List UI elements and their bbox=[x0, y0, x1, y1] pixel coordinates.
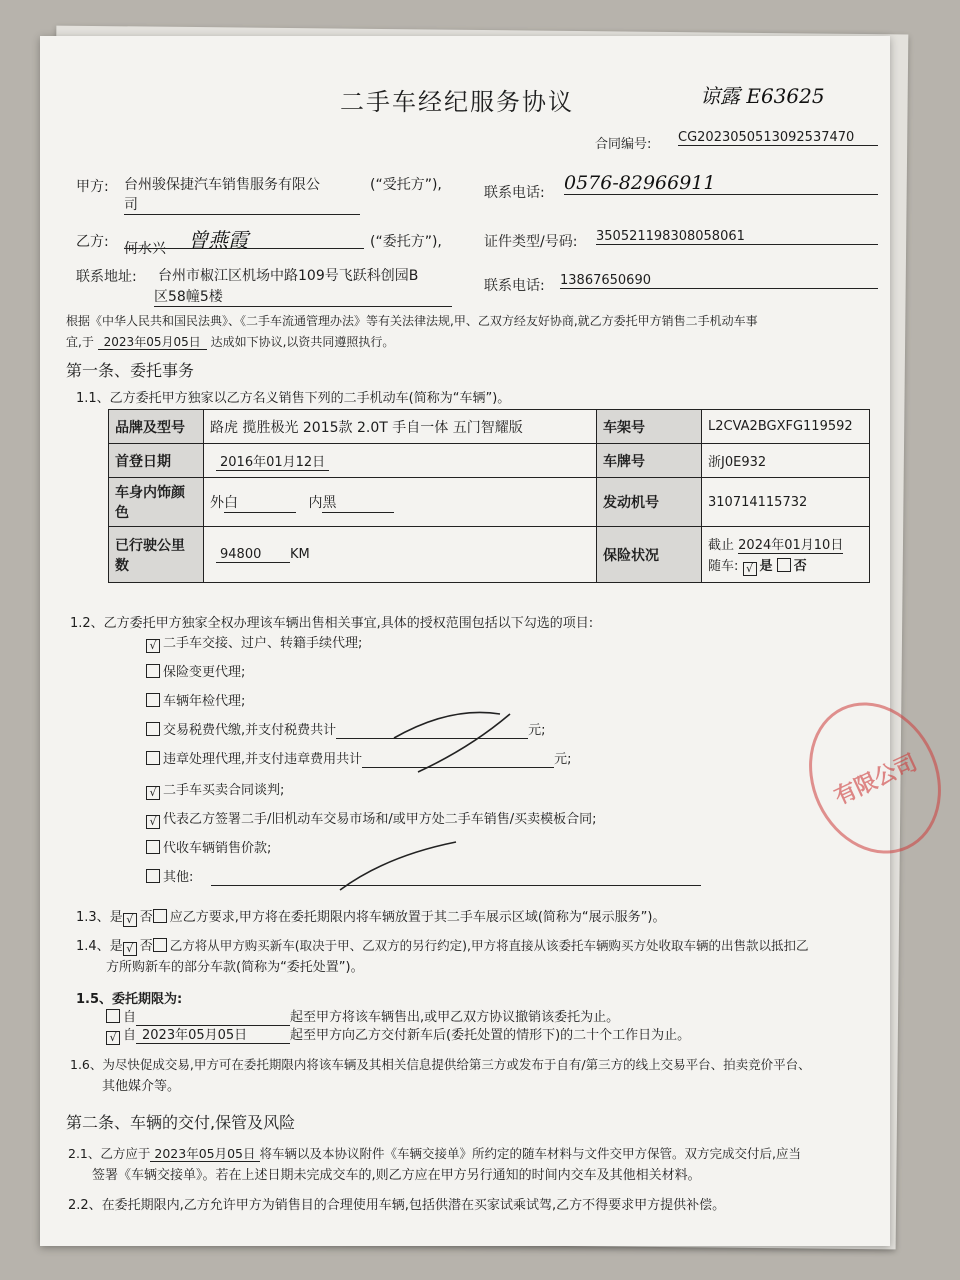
strike-scribble-1 bbox=[390, 708, 520, 778]
address-line1: 台州市椒江区机场中路109号飞跃科创园B bbox=[158, 268, 419, 284]
stamp-text: 有限公司 bbox=[830, 749, 922, 810]
party-b-phone: 13867650690 bbox=[560, 273, 878, 289]
mileage-value: 94800 bbox=[216, 547, 290, 563]
clause-1-4-no-checkbox[interactable] bbox=[153, 938, 167, 952]
term-checkbox-2[interactable]: √ bbox=[106, 1031, 120, 1045]
auth-checkbox-5[interactable] bbox=[146, 751, 160, 765]
auth-checkbox-8[interactable] bbox=[146, 840, 160, 854]
vin-label: 车架号 bbox=[597, 410, 702, 444]
intro-line2 bbox=[66, 333, 394, 350]
party-a-phone: 0576-82966911 bbox=[564, 172, 878, 195]
exterior-prefix: 外 bbox=[210, 494, 224, 511]
term-row-1-prefix: 自 bbox=[123, 1010, 137, 1025]
intro-date: 2023年05月05日 bbox=[98, 335, 207, 350]
party-b-phone-label: 联系电话: bbox=[484, 278, 545, 294]
clause-1-4-no-label: 否 bbox=[139, 939, 153, 954]
insurance-label: 保险状况 bbox=[597, 527, 702, 583]
clause-1-2-intro: 1.2、乙方委托甲方独家全权办理该车辆出售相关事宜,具体的授权范围包括以下勾选的项目: bbox=[70, 616, 594, 631]
clause-1-5-title: 1.5、委托期限为: bbox=[76, 992, 183, 1007]
clause-2-1-line1 bbox=[68, 1144, 801, 1162]
term-row-2-text: 起至甲方向乙方交付新车后(委托处置的情形下)的二十个工作日为止。 bbox=[290, 1028, 691, 1043]
auth-item-1-text: 二手车交接、过户、转籍手续代理; bbox=[163, 636, 363, 651]
clause-2-2: 2.2、在委托期限内,乙方允许甲方为销售目的合理使用车辆,包括供潜在买家试乘试驾,乙方不得要求甲方提供补偿。 bbox=[68, 1198, 726, 1213]
interior-prefix: 内 bbox=[308, 494, 323, 511]
auth-item-2 bbox=[146, 661, 245, 680]
mileage-cell bbox=[204, 527, 597, 583]
interior-color: 黑 bbox=[322, 492, 394, 513]
term-row-2 bbox=[106, 1024, 690, 1045]
auth-item-9-text: 其他: bbox=[163, 870, 194, 885]
auth-item-6 bbox=[146, 779, 284, 800]
clause-1-4-yes-label: 是 bbox=[109, 939, 123, 954]
clause-1-3-no-checkbox[interactable] bbox=[153, 909, 167, 923]
insurance-yes-checkbox[interactable]: √ bbox=[743, 562, 757, 576]
auth-item-5-suffix: 元; bbox=[554, 752, 572, 767]
handwritten-note: 谅露 E63625 bbox=[700, 84, 825, 108]
exterior-color: 白 bbox=[224, 492, 296, 513]
clause-1-4-line2: 方所购新车的部分车款(简称为“委托处置”)。 bbox=[106, 960, 364, 975]
plate-value: 浙J0E932 bbox=[702, 444, 870, 478]
auth-item-3 bbox=[146, 690, 245, 709]
auth-item-5-text: 违章处理代理,并支付违章费用共计 bbox=[163, 752, 363, 767]
clause-2-1-text: 将车辆以及本协议附件《车辆交接单》所约定的随车材料与文件交甲方保管。双方完成交付后,应当 bbox=[259, 1146, 801, 1161]
party-b-name-line bbox=[124, 228, 364, 257]
auth-item-7-text: 代表乙方签署二手/旧机动车交易市场和/或甲方处二手车销售/买卖模板合同; bbox=[163, 812, 597, 827]
insurance-until-date: 2024年01月10日 bbox=[738, 537, 844, 553]
party-b-role: (“委托方”), bbox=[370, 234, 442, 250]
auth-item-4-text: 交易税费代缴,并支付税费共计 bbox=[163, 723, 337, 738]
clause-2-1-prefix: 2.1、乙方应于 bbox=[68, 1146, 151, 1161]
party-b-name: 何水兴 bbox=[124, 241, 166, 257]
mileage-unit: KM bbox=[290, 546, 310, 562]
section2-title: 第二条、车辆的交付,保管及风险 bbox=[66, 1113, 296, 1132]
term-row-2-date: 2023年05月05日 bbox=[136, 1024, 290, 1044]
plate-label: 车牌号 bbox=[597, 444, 702, 478]
auth-item-3-text: 车辆年检代理; bbox=[163, 694, 246, 709]
auth-checkbox-6[interactable]: √ bbox=[146, 786, 160, 800]
party-b-name-handwritten: 曾燕霞 bbox=[188, 228, 249, 252]
clause-1-6-line1: 1.6、为尽快促成交易,甲方可在委托期限内将该车辆及其相关信息提供给第三方或发布于自有/第三方的线上交易平台、拍卖竞价平台、 bbox=[70, 1057, 811, 1072]
clause-1-3-yes-checkbox[interactable]: √ bbox=[123, 913, 137, 927]
brand-value: 路虎 揽胜极光 2015款 2.0T 手自一体 五门智耀版 bbox=[204, 410, 597, 444]
clause-1-4-line1: 乙方将从甲方购买新车(取决于甲、乙双方的另行约定),甲方将直接从该委托车辆购买方处收取车辆的出售款以抵扣乙 bbox=[169, 938, 809, 953]
engine-label: 发动机号 bbox=[597, 478, 702, 527]
auth-item-1 bbox=[146, 632, 362, 653]
auth-item-8-text: 代收车辆销售价款; bbox=[163, 841, 272, 856]
auth-item-2-text: 保险变更代理; bbox=[163, 665, 246, 680]
auth-checkbox-3[interactable] bbox=[146, 693, 160, 707]
party-a-name-line2: 司 bbox=[124, 194, 360, 215]
address-line2: 区58幢5楼 bbox=[154, 286, 452, 307]
insurance-until-prefix: 截止 bbox=[708, 537, 735, 553]
with-car-label: 随车: bbox=[708, 558, 739, 574]
clause-1-3-text: 应乙方要求,甲方将在委托期限内将车辆放置于其二手车展示区域(简称为“展示服务”)。 bbox=[169, 910, 666, 925]
color-cell bbox=[204, 478, 597, 527]
auth-item-7 bbox=[146, 808, 597, 829]
contract-sheet bbox=[40, 36, 890, 1246]
party-b-label: 乙方: bbox=[76, 234, 109, 250]
auth-checkbox-4[interactable] bbox=[146, 722, 160, 736]
clause-1-4-num: 1.4、 bbox=[76, 939, 110, 954]
clause-1-1: 1.1、乙方委托甲方独家以乙方名义销售下列的二手机动车(简称为“车辆”)。 bbox=[76, 391, 511, 406]
strike-scribble-2 bbox=[336, 836, 466, 896]
intro-prefix: 宜,于 bbox=[66, 335, 94, 349]
auth-checkbox-7[interactable]: √ bbox=[146, 815, 160, 829]
vehicle-table bbox=[108, 409, 870, 583]
auth-checkbox-9[interactable] bbox=[146, 869, 160, 883]
auth-item-6-text: 二手车买卖合同谈判; bbox=[163, 783, 285, 798]
reg-date-value: 2016年01月12日 bbox=[216, 455, 329, 471]
auth-item-4-suffix: 元; bbox=[528, 723, 546, 738]
mileage-label: 已行驶公里数 bbox=[109, 527, 204, 583]
auth-checkbox-2[interactable] bbox=[146, 664, 160, 678]
term-row-2-prefix: 自 bbox=[123, 1028, 137, 1043]
clause-1-6-line2: 其他媒介等。 bbox=[102, 1079, 181, 1094]
party-a-role: (“受托方”), bbox=[370, 177, 442, 193]
clause-2-1-date: 2023年05月05日 bbox=[150, 1146, 259, 1162]
clause-1-4 bbox=[76, 935, 808, 956]
intro-line1: 根据《中华人民共和国民法典》、《二手车流通管理办法》等有关法律法规,甲、乙双方经友好协商,就乙方委托甲方销售二手机动车事 bbox=[66, 314, 758, 328]
auth-checkbox-1[interactable]: √ bbox=[146, 639, 160, 653]
insurance-no-checkbox[interactable] bbox=[777, 558, 791, 572]
brand-label: 品牌及型号 bbox=[109, 410, 204, 444]
section1-title: 第一条、委托事务 bbox=[66, 361, 195, 380]
address-label: 联系地址: bbox=[76, 269, 137, 285]
insurance-yes-label: 是 bbox=[759, 558, 773, 574]
auth-item-8 bbox=[146, 837, 271, 856]
contract-no: CG2023050513092537470 bbox=[678, 130, 878, 146]
term-row-1 bbox=[106, 1006, 619, 1026]
clause-2-1-line2: 签署《车辆交接单》。若在上述日期未完成交车的,则乙方应在甲方另行通知的时间内交车及其他相关材料。 bbox=[92, 1168, 701, 1183]
party-a-name-line1: 台州骏保捷汽车销售服务有限公 bbox=[124, 177, 320, 193]
clause-1-3-num: 1.3、 bbox=[76, 910, 110, 925]
color-label: 车身内饰颜色 bbox=[109, 478, 204, 527]
reg-date-label: 首登日期 bbox=[109, 444, 204, 478]
insurance-no-label: 否 bbox=[793, 558, 807, 574]
insurance-cell bbox=[702, 527, 870, 583]
clause-1-4-yes-checkbox[interactable]: √ bbox=[123, 942, 137, 956]
reg-date-cell bbox=[204, 444, 597, 478]
party-a-phone-label: 联系电话: bbox=[484, 185, 545, 201]
document-title: 二手车经纪服务协议 bbox=[340, 88, 574, 116]
party-b-id-label: 证件类型/号码: bbox=[484, 234, 578, 250]
party-b-id: 350521198308058061 bbox=[596, 229, 878, 245]
clause-1-3-no-label: 否 bbox=[139, 910, 153, 925]
term-row-1-text: 起至甲方将该车辆售出,或甲乙双方协议撤销该委托为止。 bbox=[290, 1010, 620, 1025]
vin-value: L2CVA2BGXFG119592 bbox=[702, 410, 870, 444]
clause-1-3-yes-label: 是 bbox=[109, 910, 123, 925]
term-checkbox-1[interactable] bbox=[106, 1009, 120, 1023]
engine-value: 310714115732 bbox=[702, 478, 870, 527]
party-a-label: 甲方: bbox=[76, 179, 109, 195]
contract-no-label: 合同编号: bbox=[595, 137, 652, 152]
intro-suffix: 达成如下协议,以资共同遵照执行。 bbox=[210, 335, 395, 349]
clause-1-3 bbox=[76, 906, 665, 927]
